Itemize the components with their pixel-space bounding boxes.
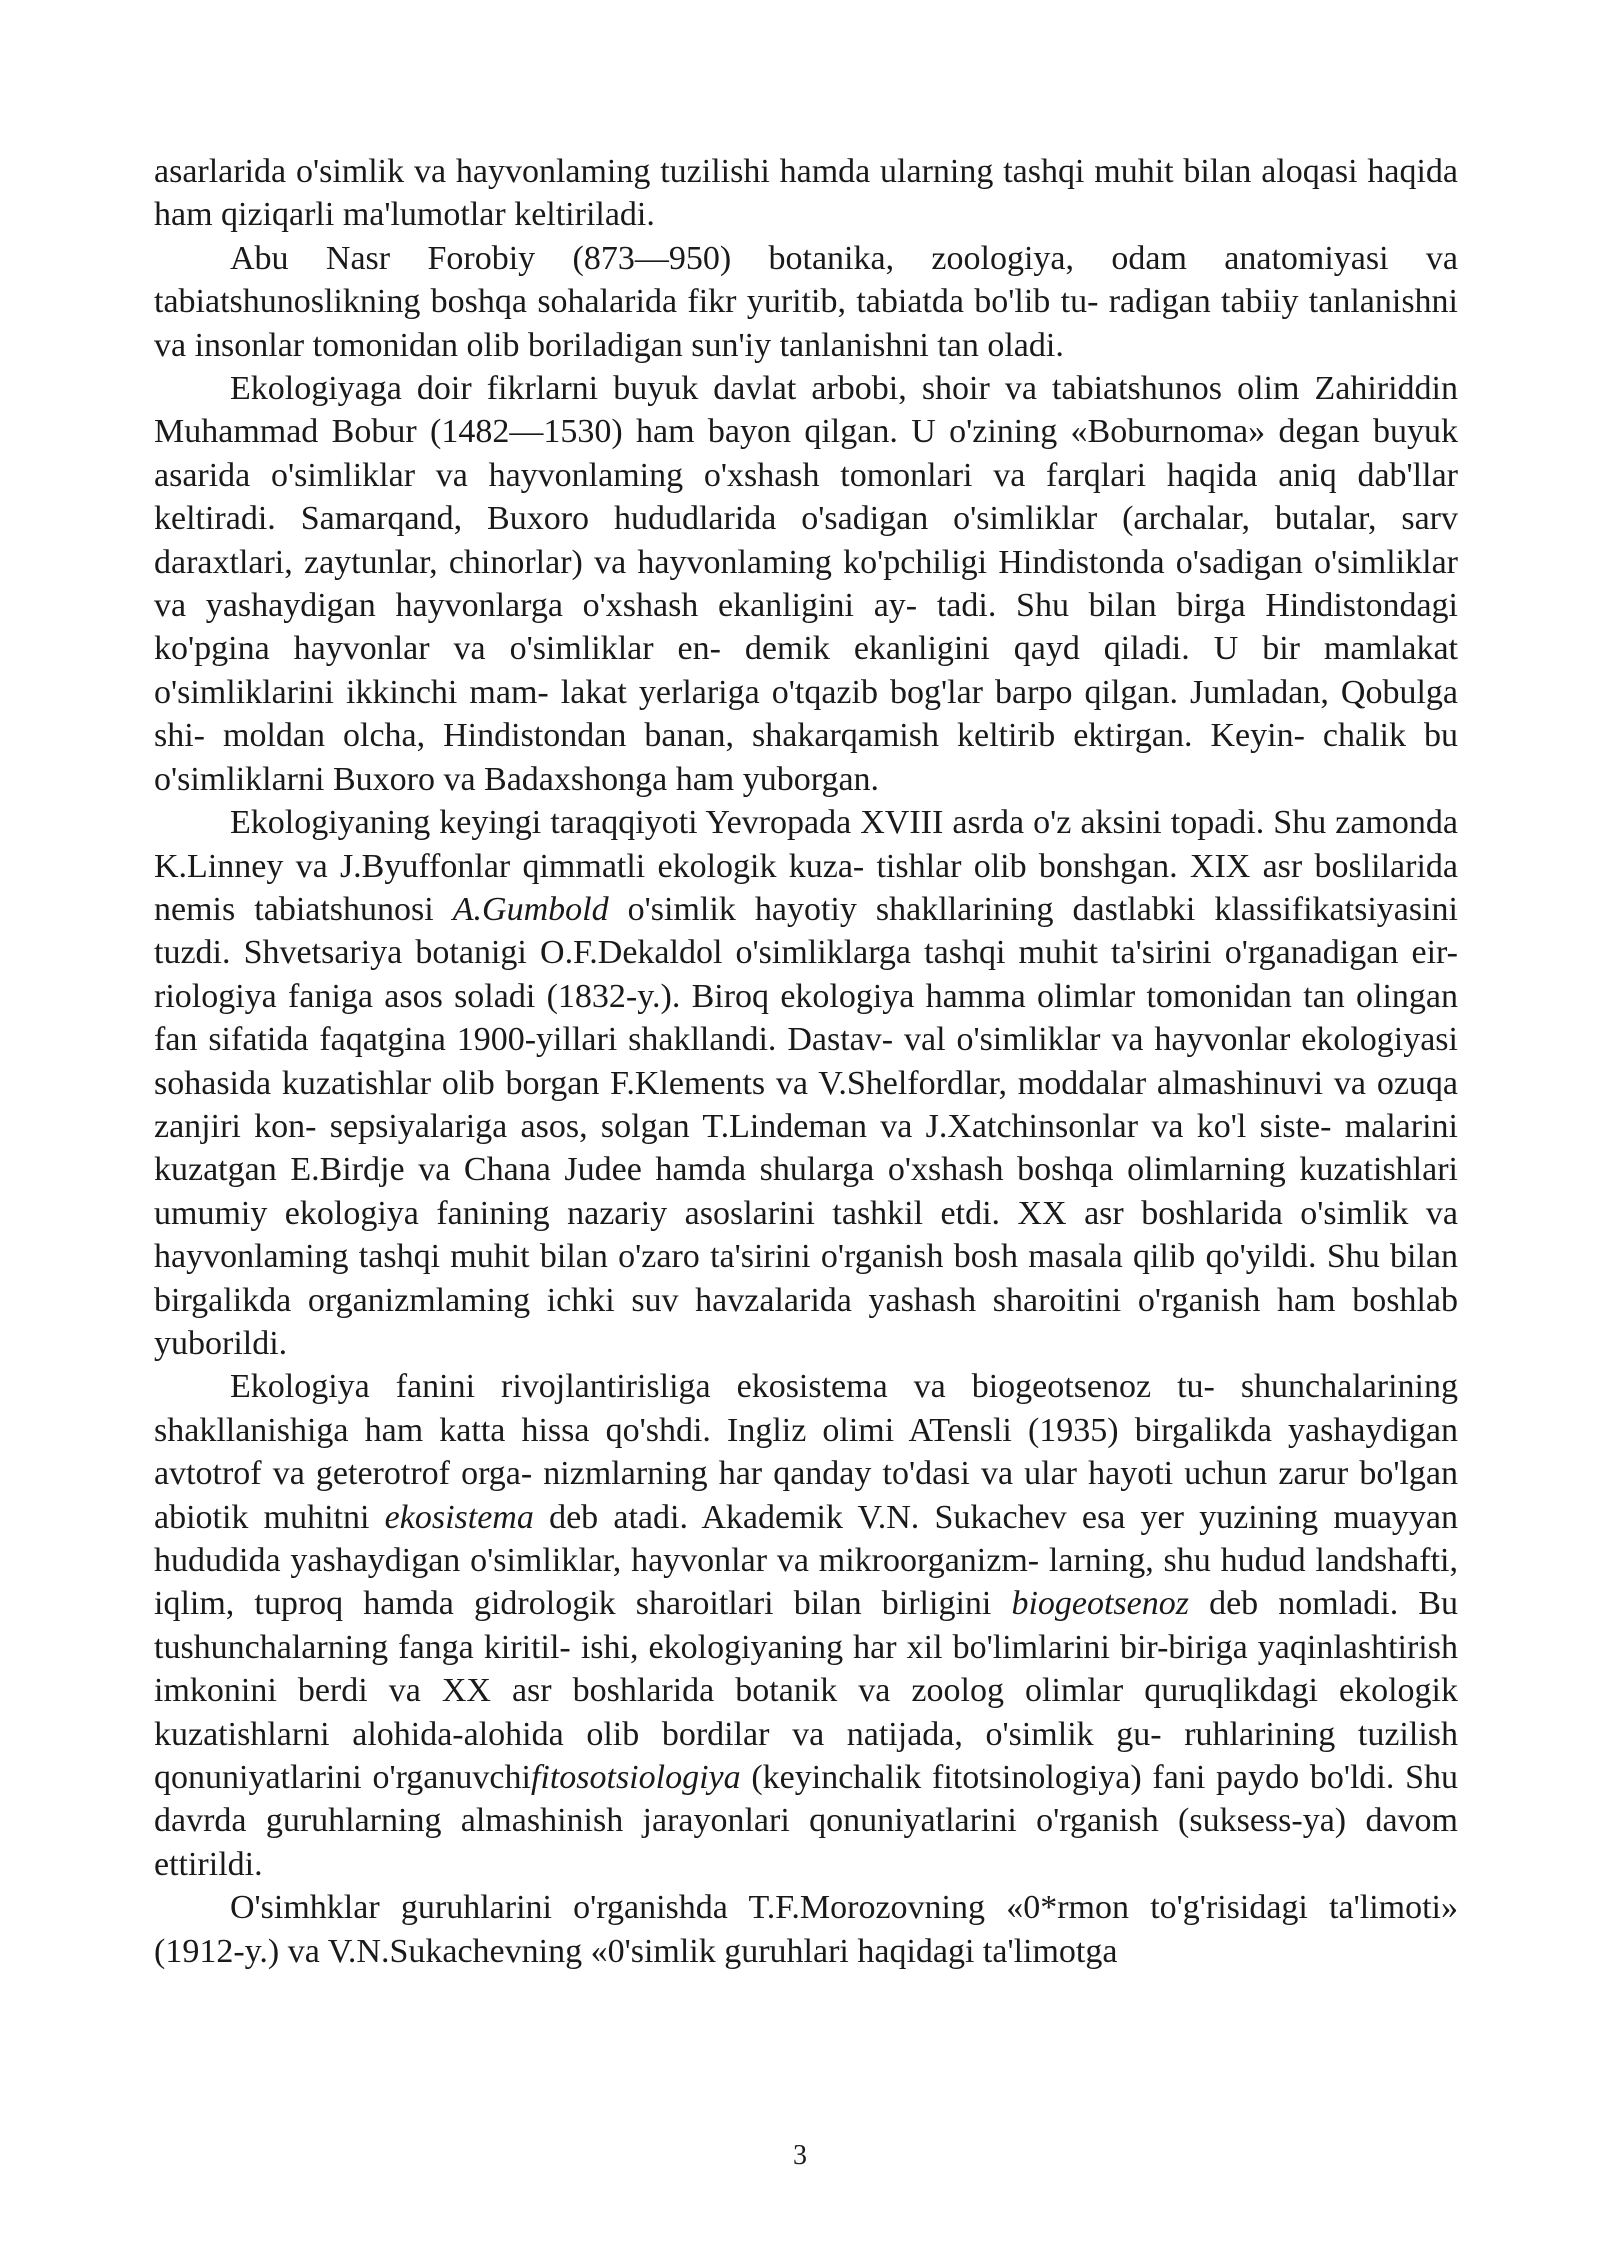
paragraph-4 <box>154 801 1458 1365</box>
paragraph-text: deb nomladi. Bu tushunchalarning fanga kiritil- ishi, ekologiyaning har xil bo'limlarini bir-biriga yaqinlashtirish imkonini berdi va XX asr boshlarida botanik va zoolog olimlar quruqlikdagi ekologik kuzatishlarni alohida-alohida olib bordilar va natijada, o'simlik gu- ruhlarining tuzilish qonuniyatlarini o'rganuvchi <box>154 1585 1458 1797</box>
italic-term: ekosistema <box>384 1498 534 1536</box>
italic-term: biogeotsenoz <box>1011 1585 1189 1623</box>
paragraph-text: o'simlik hayotiy shakllarining dastlabki klassifikatsiyasini tuzdi. Shvetsariya botanigi O.F.Dekaldol o'simliklarga tashqi muhit ta'sirini o'rganadigan eir- riologiya faniga asos soladi (1832-y.). Biroq ekologiya hamma olimlar tomonidan tan olingan fan sifatida faqatgina 1900-yillari shakllandi. Dastav- val o'simliklar va hayvonlar ekologiyasi sohasida kuzatishlar olib borgan F.Klements va V.Shelfordlar, moddalar almashinuvi va ozuqa zanjiri kon- sepsiyalariga asos, solgan T.Lindeman va J.Xatchinsonlar va ko'l siste- malarini kuzatgan E.Birdje va Chana Judee hamda shularga o'xshash boshqa olimlarning kuzatishlari umumiy ekologiya fanining nazariy asoslarini tashkil etdi. XX asr boshlarida o'simlik va hayvonlaming tashqi muhit bilan o'zaro ta'sirini o'rganish bosh masala qilib qo'yildi. Shu bilan birgalikda organizmlaming ichki suv havzalarida yashash sharoitini o'rganish ham boshlab yuborildi. <box>154 890 1458 1362</box>
paragraph-text: Ekologiyaga doir fikrlarni buyuk davlat arbobi, shoir va tabiatshunos olim Zahiriddin Muhammad Bobur (1482—1530) ham bayon qilgan. U o'zining «Boburnoma» degan buyuk asarida o'simliklar va hayvonlaming o'xshash tomonlari va farqlari haqida aniq dab'llar keltiradi. Samarqand, Buxoro hududlarida o'sadigan o'simliklar (archalar, butalar, sarv daraxtlari, zaytunlar, chinorlar) va hayvonlaming ko'pchiligi Hindistonda o'sadigan o'simliklar va yashaydigan hayvonlarga o'xshash ekanligini ay- tadi. Shu bilan birga Hindistondagi ko'pgina hayvonlar va o'simliklar en- demik ekanligini qayd qiladi. U bir mamlakat o'simliklarini ikkinchi mam- lakat yerlariga o'tqazib bog'lar barpo qilgan. Jumladan, Qobulga shi- moldan olcha, Hindistondan banan, shakarqamish keltirib ektirgan. Keyin- chalik bu o'simliklarni Buxoro va Badaxshonga ham yuborgan. <box>154 370 1458 798</box>
italic-term: fitosotsiologiya <box>530 1759 741 1797</box>
page-number: 3 <box>793 2140 807 2171</box>
paragraph-text: O'simhklar guruhlarini o'rganishda T.F.Morozovning «0*rmon to'g'risidagi ta'limoti» (1912-y.) va V.N.Sukachevning «0'simlik guruhlari haqidagi ta'limotga <box>154 1889 1458 1970</box>
paragraph-5 <box>154 1365 1458 1886</box>
paragraph-text: (keyinchalik fitotsinologiya) fani paydo bo'ldi. Shu davrda guruhlarning almashinish jarayonlari qonuniyatlarini o'rganish (suksess-ya) davom ettirildi. <box>154 1759 1458 1883</box>
paragraph-1 <box>154 150 1458 237</box>
paragraph-text: asarlarida o'simlik va hayvonlaming tuzilishi hamda ularning tashqi muhit bilan aloqasi haqida ham qiziqarli ma'lumotlar keltiriladi. <box>154 153 1458 234</box>
document-page <box>154 150 1458 1973</box>
italic-term: A.Gumbold <box>452 890 609 928</box>
paragraph-2 <box>154 237 1458 367</box>
paragraph-text: Abu Nasr Forobiy (873—950) botanika, zoologiya, odam anatomiyasi va tabiatshunoslikning boshqa sohalarida fikr yuritib, tabiatda bo'lib tu- radigan tabiiy tanlanishni va insonlar tomonidan olib boriladigan sun'iy tanlanishni tan oladi. <box>154 239 1458 364</box>
paragraph-6 <box>154 1886 1458 1973</box>
paragraph-3 <box>154 367 1458 801</box>
paragraph-text: Ekologiya fanini rivojlantirisliga ekosistema va biogeotsenoz tu- shunchalarining shakllanishiga ham katta hissa qo'shdi. Ingliz olimi ATensli (1935) birgalikda yashaydigan avtotrof va geterotrof orga- nizmlarning har qanday to'dasi va ular hayoti uchun zarur bo'lgan abiotik muhitni <box>154 1368 1458 1536</box>
paragraph-text: Ekologiyaning keyingi taraqqiyoti Yevropada XVIII asrda o'z aksini topadi. Shu zamonda K.Linney va J.Byuffonlar qimmatli ekologik kuza- tishlar olib bonshgan. XIX asr boslilarida nemis tabiatshunosi <box>154 804 1458 928</box>
paragraph-text: deb atadi. Akademik V.N. Sukachev esa yer yuzining muayyan hududida yashaydigan o'simliklar, hayvonlar va mikroorganizm- larning, shu hudud landshafti, iqlim, tuproq hamda gidrologik sharoitlari bilan birligini <box>154 1498 1459 1623</box>
